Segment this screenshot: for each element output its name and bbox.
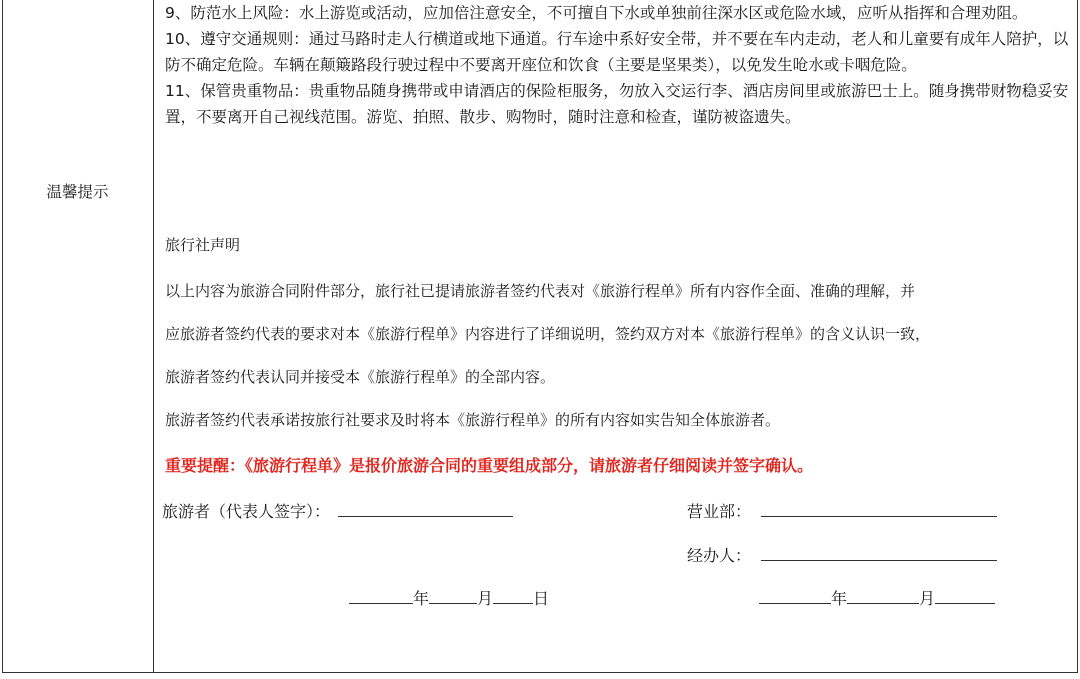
agency-month-label: 月 [919,589,936,608]
important-reminder: 重要提醒：《旅游行程单》是报价旅游合同的重要组成部分，请旅游者仔细阅读并签字确认。 [165,456,814,475]
traveler-signature [162,499,513,522]
traveler-signature-line[interactable] [338,515,513,517]
agency-month-line[interactable] [847,602,919,604]
month-label: 月 [477,589,494,608]
statement-line-1: 以上内容为旅游合同附件部分，旅行社已提请旅游者签约代表对《旅游行程单》所有内容作全面、准确的理解，并 [165,282,916,300]
statement-heading: 旅行社声明 [165,236,241,254]
statement-line-3: 旅游者签约代表认同并接受本《旅游行程单》的全部内容。 [165,368,556,386]
statement-line-4: 旅游者签约代表承诺按旅行社要求及时将本《旅游行程单》的所有内容如实告知全体旅游者。 [165,411,781,429]
department-line[interactable] [761,515,997,517]
traveler-signature-label: 旅游者（代表人签字）： [162,502,331,521]
agency-year-line[interactable] [759,602,831,604]
tip-item-9: 9、防范水上风险：水上游览或活动，应加倍注意安全，不可擅自下水或单独前往深水区或危险水域，应听从指挥和合理劝阻。 [165,4,1028,22]
department-field [687,499,997,522]
agency-trailing-line[interactable] [935,602,995,604]
content-cell [162,0,1070,608]
year-line[interactable] [349,602,413,604]
handler-field [687,543,997,566]
month-line[interactable] [429,602,477,604]
column-divider [153,0,154,673]
department-label: 营业部： [687,502,752,521]
agency-date [759,586,995,609]
statement-line-2: 应旅游者签约代表的要求对本《旅游行程单》内容进行了详细说明，签约双方对本《旅游行程单》的含义认识一致， [165,325,931,343]
tip-item-11: 11、保管贵重物品：贵重物品随身携带或申请酒店的保险柜服务，勿放入交运行李、酒店房间里或旅游巴士上。随身携带财物稳妥安置，不要离开自己视线范围。游览、拍照、散步、购物时，随时注意和检查，谨防被盗遗失。 [165,82,1069,126]
year-label: 年 [413,589,430,608]
agency-year-label: 年 [831,589,848,608]
traveler-date [349,586,549,609]
handler-label: 经办人： [687,546,752,565]
tip-item-10: 10、遵守交通规则：通过马路时走人行横道或地下通道。行车途中系好安全带，并不要在车内走动，老人和儿童要有成年人陪护，以防不确定危险。车辆在颠簸路段行驶过程中不要离开座位和饮食（主要是坚果类），以免发生呛水或卡咽危险。 [165,30,1069,74]
row-label-warm-tips: 温馨提示 [46,183,109,201]
day-line[interactable] [493,602,533,604]
handler-line[interactable] [761,559,997,561]
day-label: 日 [533,589,550,608]
